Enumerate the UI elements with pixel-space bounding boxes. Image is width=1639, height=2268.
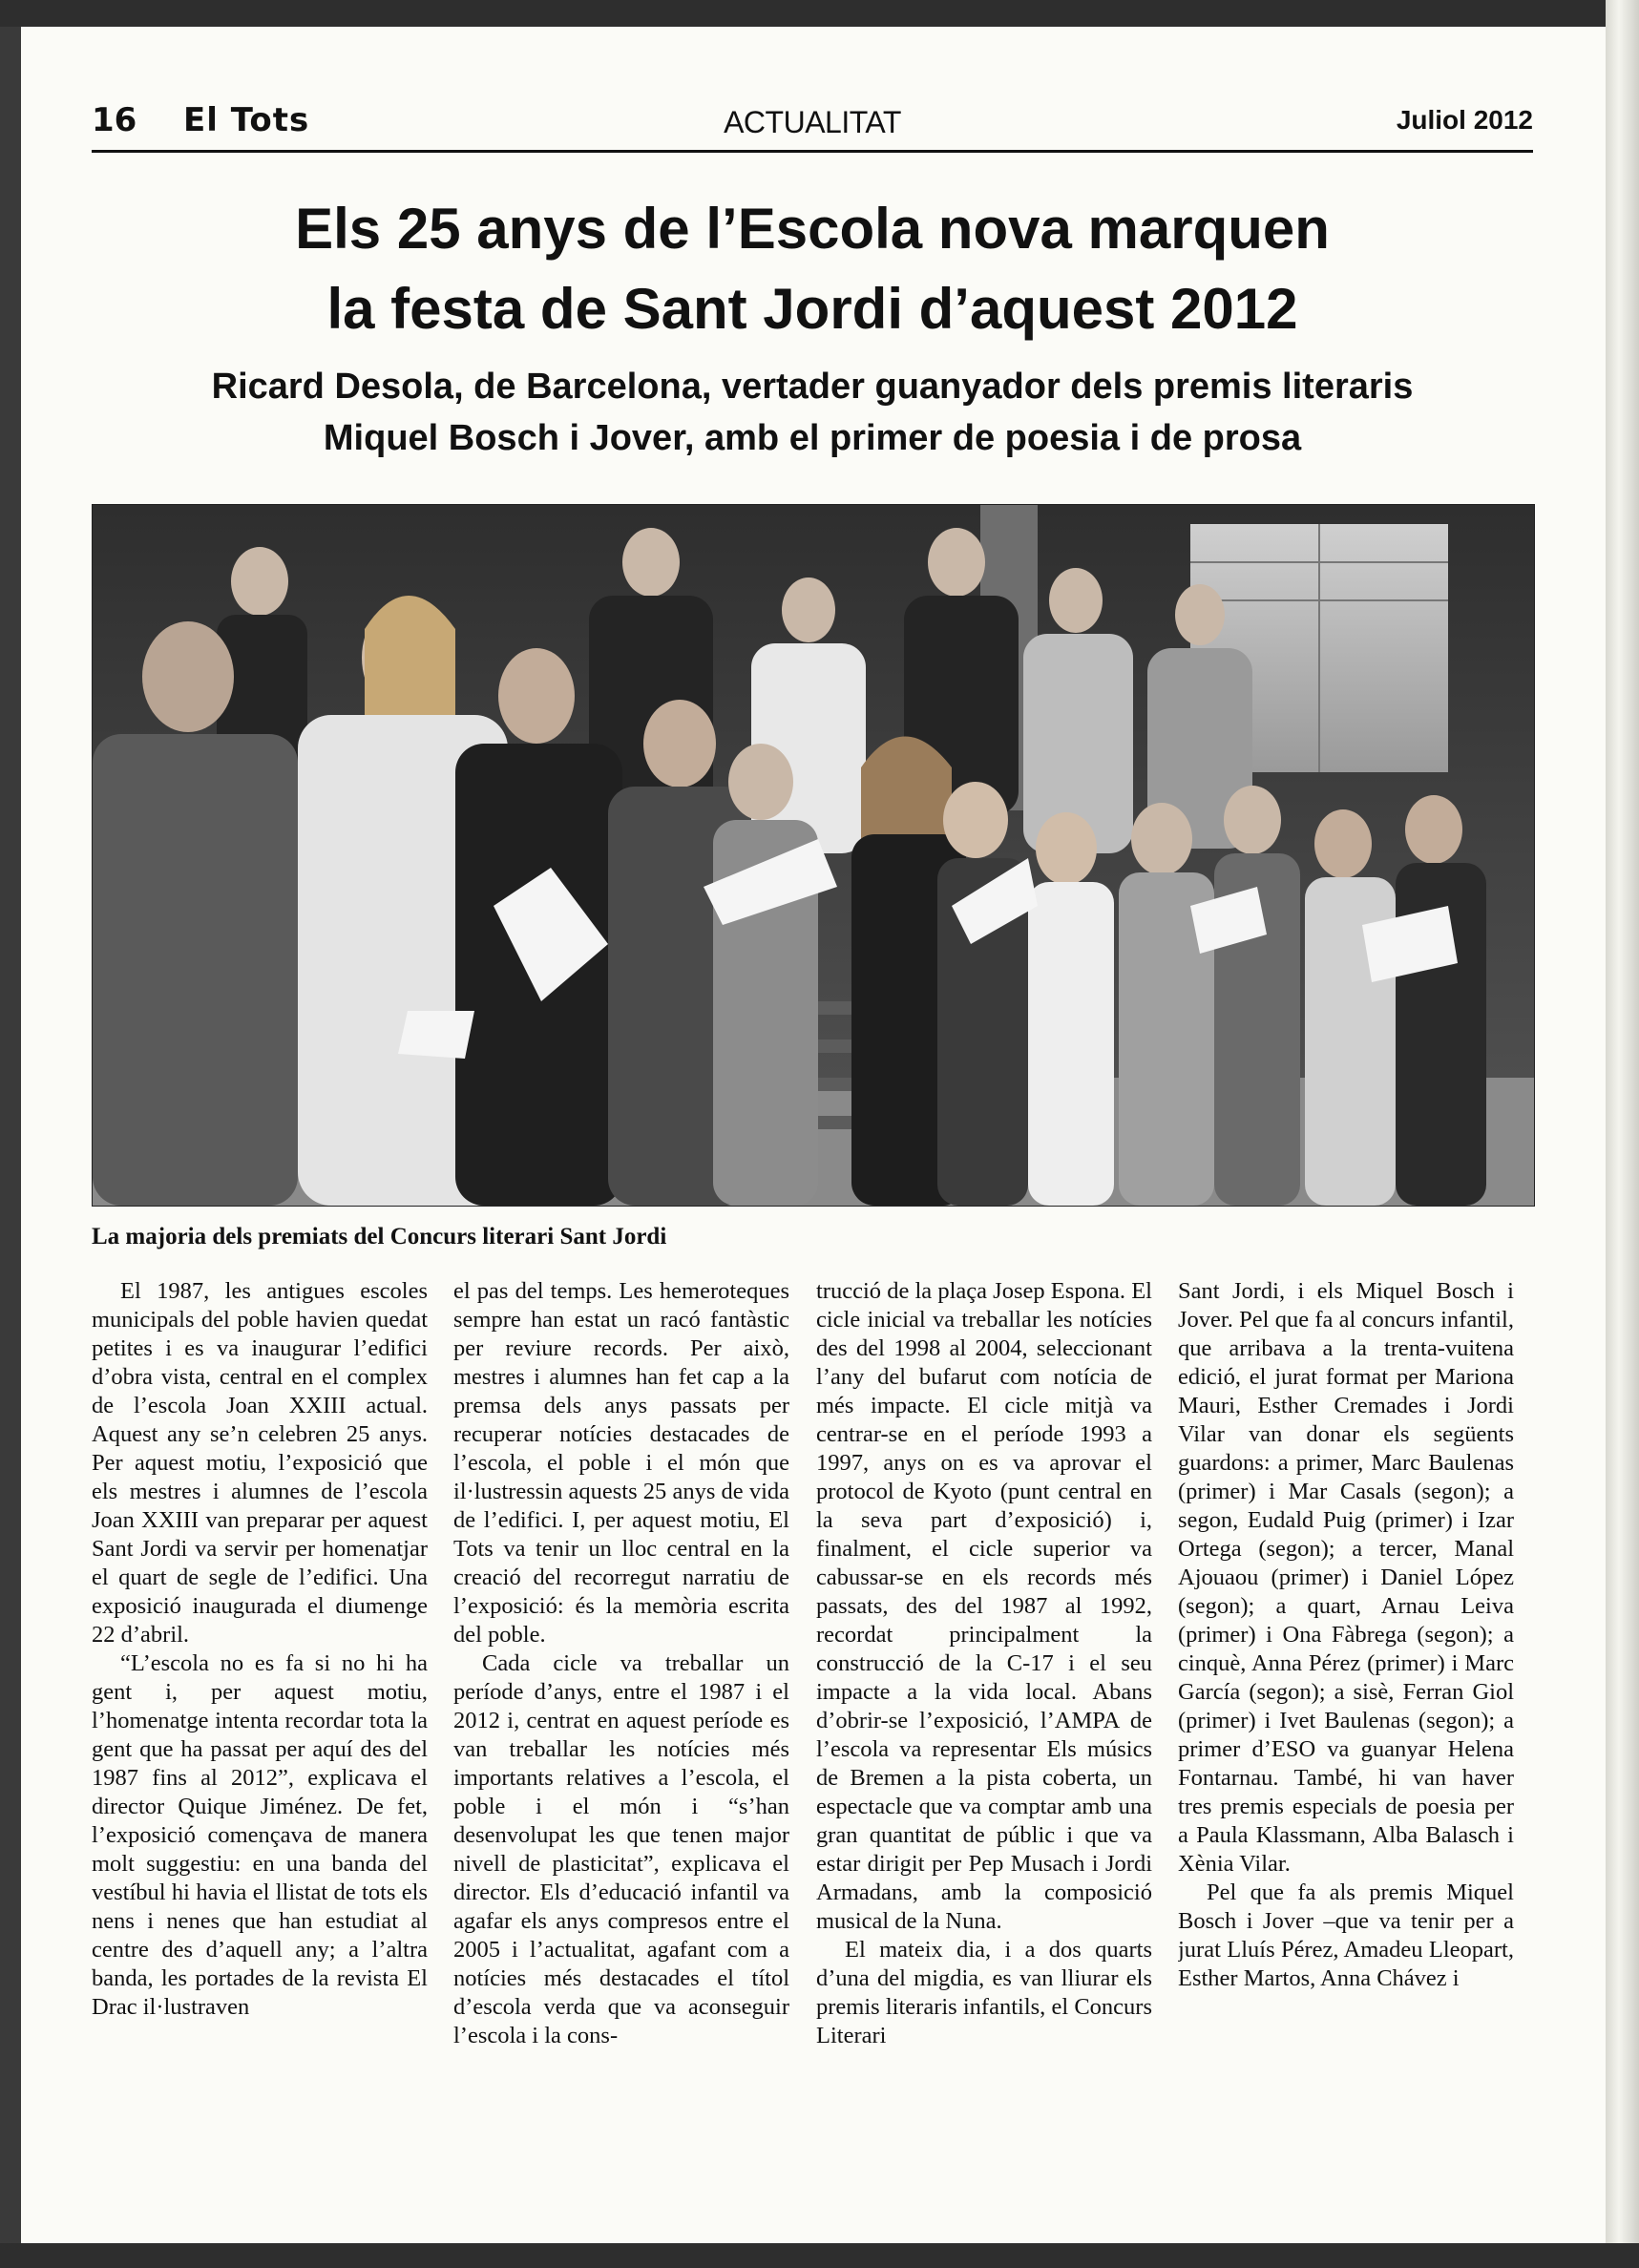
page-header	[92, 95, 1533, 153]
publication-name: El Tots	[183, 101, 310, 139]
paragraph: Pel que fa als premis Miquel Bosch i Jover –que va tenir per a jurat Lluís Pérez, Amadeu Lleopart, Esther Martos, Anna Chávez i	[1178, 1880, 1514, 1991]
page-number: 16	[92, 101, 137, 139]
scan-border-bottom	[0, 2243, 1639, 2268]
scan-border-top	[0, 0, 1639, 27]
header-rule	[92, 150, 1533, 153]
subhead-line-1: Ricard Desola, de Barcelona, vertader guanyador dels premis literaris	[211, 367, 1414, 407]
photo-caption: La majoria dels premiats del Concurs literari Sant Jordi	[92, 1224, 667, 1250]
article-headline	[92, 189, 1533, 349]
article-column-3	[816, 1277, 1152, 2146]
subhead-line-2: Miquel Bosch i Jover, amb el primer de poesia i de prosa	[323, 418, 1302, 458]
section-label: ACTUALITAT	[724, 105, 901, 139]
paragraph: Cada cicle va treballar un període d’anys, entre el 1987 i el 2012 i, centrat en aquest període es van treballar les notícies més importants relatives a l’escola, el poble i el món i “s’han desenvolupat les que tenen major nivell de plasticitat”, explicava el director. Els d’educació infantil va agafar els anys compresos entre el 2005 i l’actualitat, agafant com a notícies més destacades el títol d’escola verda que va aconseguir l’escola i la cons-	[453, 1650, 789, 2048]
article-column-2	[453, 1277, 789, 2146]
article-column-1	[92, 1277, 428, 2146]
group-photo	[92, 504, 1535, 1207]
issue-date: Juliol 2012	[1396, 105, 1533, 135]
paragraph: el pas del temps. Les hemeroteques sempre han estat un racó fantàstic per reviure records. Per això, mestres i alumnes han fet cap a la premsa dels anys passats per recuperar notícies destacades de l’escola, el poble i el món que il·lustressin aquests 25 anys de vida de l’edifici. I, per aquest motiu, El Tots va tenir un lloc central en la creació del recorregut narratiu de l’exposició: és la memòria escrita del poble.	[453, 1278, 789, 1648]
headline-line-2: la festa de Sant Jordi d’aquest 2012	[326, 277, 1298, 341]
article-column-4	[1178, 1277, 1514, 2146]
paragraph: El 1987, les antigues escoles municipals del poble havien quedat petites i es va inaugurar l’edifici d’obra vista, central en el complex de l’escola Joan XXIII actual. Aquest any se’n celebren 25 anys. Per aquest motiu, l’exposició que els mestres i alumnes de l’escola Joan XXIII van preparar per aquest Sant Jordi va servir per homenatjar el quart de segle de l’edifici. Una exposició inaugurada el diumenge 22 d’abril.	[92, 1278, 428, 1648]
adjacent-page-edge	[1606, 0, 1639, 2268]
article-subheadline	[92, 361, 1533, 464]
paragraph: trucció de la plaça Josep Espona. El cicle inicial va treballar les notícies des del 1998 al 2004, seleccionant l’any del bufarut com notícia de més impacte. El cicle mitjà va centrar-se en el període 1993 a 1997, anys on es va aprovar el protocol de Kyoto (punt central en la seva part d’exposició) i, finalment, el cicle superior va cabussar-se en els records més passats, des del 1987 al 1992, recordat principalment la construcció de la C-17 i el seu impacte a la vida local. Abans d’obrir-se l’exposició, l’AMPA de l’escola va representar Els músics de Bremen a la pista coberta, un espectacle que va comptar amb una gran quantitat de públic i que va estar dirigit per Pep Musach i Jordi Armadans, amb la composició musical de la Nuna.	[816, 1278, 1152, 1934]
headline-line-1: Els 25 anys de l’Escola nova marquen	[295, 197, 1330, 261]
paragraph: El mateix dia, i a dos quarts d’una del migdia, es van lliurar els premis literaris infantils, el Concurs Literari	[816, 1937, 1152, 2048]
paragraph: Sant Jordi, i els Miquel Bosch i Jover. Pel que fa al concurs infantil, que arribava a la trenta-vuitena edició, el jurat format per Mariona Mauri, Esther Cremades i Jordi Vilar van donar els següents guardons: a primer, Marc Baulenas (primer) i Mar Casals (segon); a segon, Eudald Puig (primer) i Izar Ortega (segon); a tercer, Manal Ajouaou (primer) i Daniel López (segon); a quart, Arnau Leiva (primer) i Ona Fàbrega (segon); a cinquè, Anna Pérez (primer) i Marc García (segon); a sisè, Ferran Giol (primer) i Ivet Baulenas (segon); a primer d’ESO va guanyar Helena Fontarnau. També, hi van haver tres premis especials de poesia per a Paula Klassmann, Alba Balasch i Xènia Vilar.	[1178, 1278, 1514, 1877]
paragraph: “L’escola no es fa si no hi ha gent i, per aquest motiu, l’homenatge intenta recordar tota la gent que ha passat per aquí des del 1987 fins al 2012”, explicava el director Quique Jiménez. De fet, l’exposició començava de manera molt suggestiu: en una banda del vestíbul hi havia el llistat de tots els nens i nenes que han estudiat al centre des d’aquell any; a l’altra banda, les portades de la revista El Drac il·lustraven	[92, 1650, 428, 2020]
group-photo-illustration	[93, 505, 1534, 1206]
